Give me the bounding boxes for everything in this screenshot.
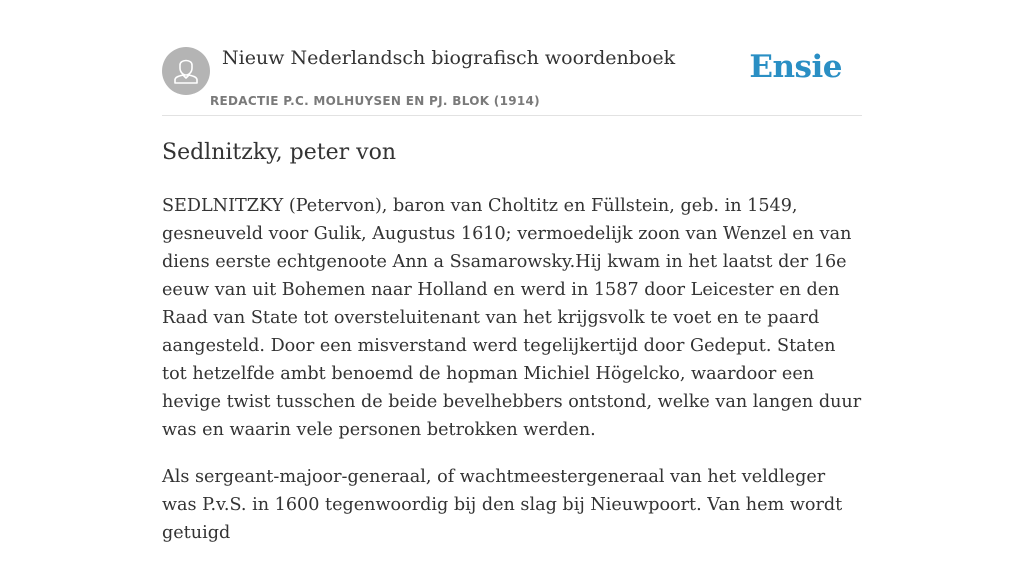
entry-title: Sedlnitzky, peter von	[162, 140, 396, 165]
entry-body	[162, 192, 862, 566]
entry-paragraph: SEDLNITZKY (Petervon), baron van Choltitz en Füllstein, geb. in 1549, gesneuveld voor Gulik, Augustus 1610; vermoedelijk zoon van Wenzel en van diens eerste echtgenoote Ann a Ssamarowsky.Hij kwam in het laatst der 16e eeuw van uit Bohemen naar Holland en werd in 1587 door Leicester en den Raad van State tot oversteluitenant van het krijgsvolk te voet en te paard aangesteld. Door een misverstand werd tegelijkertijd door Gedeput. Staten tot hetzelfde ambt benoemd de hopman Michiel Högelcko, waardoor een hevige twist tusschen de beide bevelhebbers ontstond, welke van langen duur was en waarin vele personen betrokken werden.	[162, 196, 862, 440]
book-title[interactable]: Nieuw Nederlandsch biografisch woordenboek	[222, 47, 676, 69]
book-editors: REDACTIE P.C. MOLHUYSEN EN PJ. BLOK (1914)	[210, 94, 540, 108]
entry-paragraph: Als sergeant-majoor-generaal, of wachtmeestergeneraal van het veldleger was P.v.S. in 1600 tegenwoordig bij den slag bij Nieuwpoort. Van hem wordt getuigd	[162, 467, 843, 543]
user-placeholder-icon	[162, 47, 210, 95]
ensie-logo[interactable]: Ensie	[749, 49, 842, 85]
book-header	[162, 45, 862, 116]
